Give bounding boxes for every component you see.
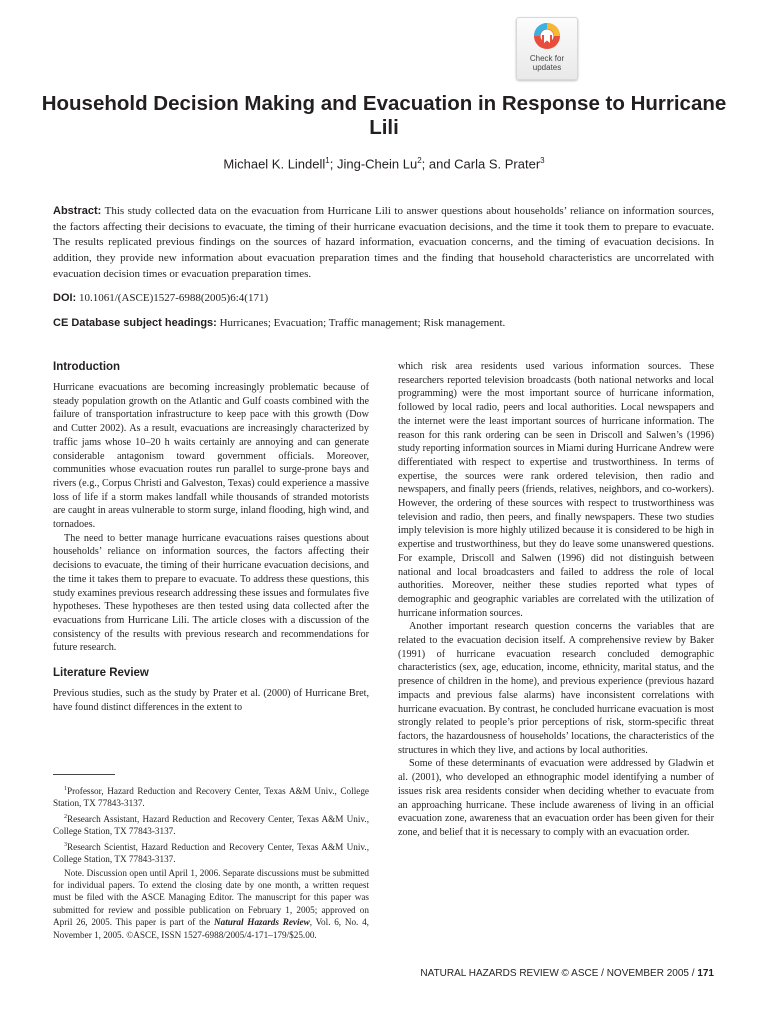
author-affiliation-mark: 2 xyxy=(417,156,422,165)
footnote-mark: 1 xyxy=(64,786,67,792)
section-heading-introduction: Introduction xyxy=(53,361,121,373)
author-separator: ; xyxy=(329,156,337,172)
check-for-updates-badge[interactable] xyxy=(516,17,578,80)
author-affiliation-mark: 1 xyxy=(325,156,330,165)
left-column xyxy=(53,360,369,714)
crossmark-icon xyxy=(532,21,562,51)
footnote xyxy=(53,811,369,838)
paragraph: Previous studies, such as the study by Prater et al. (2000) of Hurricane Bret, have found distinct differences in the extent to xyxy=(53,688,369,713)
abstract-label: Abstract: xyxy=(53,205,102,217)
author-name: Jing-Chein Lu xyxy=(336,156,418,172)
paragraph: Hurricane evacuations are becoming increasingly problematic because of steady population growth on the Atlantic and Gulf coasts combined with the failure of transportation infrastructure to keep pace with this growth (Dow and Cutter 2002). As a result, evacuations are increasingly characterized by traffic jams whose 10–20 h waits certainly are annoying and can generate considerable antagonism toward government officials. Moreover, communities whose evacuation routes run parallel to surge-prone bays and rivers (e.g., Corpus Christi and Galveston, Texas) could experience a massive loss of life if a storm makes landfall while thousands of stranded motorists are caught in areas vulnerable to storm surge, inland flooding, high wind, and tornadoes. xyxy=(53,382,369,531)
footnotes xyxy=(53,783,369,942)
footer-text: NATURAL HAZARDS REVIEW © ASCE / NOVEMBER 2005 / xyxy=(420,968,698,979)
paragraph: Another important research question concerns the variables that are related to the evacuation decision itself. A comprehensive review by Baker (1991) of hurricane evacuation research concluded demographic characteristics (sex, age, education, income, ethnicity, marital status, and the presence of children in the home), and previous experience (previous hazard impacts and previous false alarms) have inconsistent correlations with hurricane evacuation. By contrast, he concluded hurricane evacuation is most strongly related to people’s prior perceptions of risk, storm-specific threat factors, the hazardousness of households’ locations, the characteristics of the structures in which they live, and actions by local authorities. xyxy=(398,621,714,756)
footnote-mark: 2 xyxy=(64,813,67,820)
doi-value[interactable]: 10.1061/(ASCE)1527-6988(2005)6:4(171) xyxy=(78,292,269,304)
author-affiliation-mark: 3 xyxy=(540,156,545,165)
footnote xyxy=(53,783,369,810)
paragraph: The need to better manage hurricane evacuations raises questions about households’ reliance on information sources, the factors affecting their decisions to evacuate, the timing of their hurricane evacuation decisions, and the time it takes them to prepare to evacuate. To address these questions, this study examines previous research addressing these issues and formulates five hypotheses. These hypotheses are then tested using data collected after the evacuations from Hurricane Lili. The article closes with a discussion of the consistency of the results with previous research and recommendations for future research. xyxy=(53,532,369,654)
paragraph: Some of these determinants of evacuation were addressed by Gladwin et al. (2001), who developed an ethnographic model identifying a number of issues risk area residents consider when deciding whether to evacuate from an approaching hurricane. These include awareness of living in an official evacuation zone, awareness that an evacuation order has been given for their zone, and belief that it is necessary to comply with an evacuation order. xyxy=(398,758,714,838)
footnote xyxy=(53,839,369,866)
page-number: 171 xyxy=(697,968,714,979)
badge-line2: updates xyxy=(532,63,562,72)
note-text: , Vol. 6, No. 4, November 1, 2005. ©ASCE, ISSN 1527-6988/2005/4-171–179/$25.00. xyxy=(53,917,369,940)
running-footer xyxy=(420,968,714,979)
badge-line1: Check for xyxy=(529,54,565,63)
editorial-note xyxy=(53,867,369,941)
footnote-mark: 3 xyxy=(64,841,67,848)
author-separator: ; and xyxy=(421,156,455,172)
footnote-divider xyxy=(53,774,115,775)
abstract-text: This study collected data on the evacuation from Hurricane Lili to answer questions about households’ reliance on information sources, the factors affecting their decisions to evacuate, the timing of their hurricane evacuation decisions, and the time it took them to prepare to evacuate. The results replicated previous findings on the sources of hazard information, evacuation concerns, and the timing of evacuation decisions. In addition, they provide new information about evacuation preparation times and the finding that household characteristics are uncorrelated with evacuation decision times or evacuation preparation times. xyxy=(53,205,714,280)
footnote-text: Research Scientist, Hazard Reduction and Recovery Center, Texas A&M Univ., College Station, TX 77843-3137. xyxy=(53,841,369,865)
footnote-text: Professor, Hazard Reduction and Recovery Center, Texas A&M Univ., College Station, TX 77843-3137. xyxy=(53,786,369,809)
author-list xyxy=(40,156,728,171)
paper-title: Household Decision Making and Evacuation in Response to Hurricane Lili xyxy=(41,92,727,139)
doi-label: DOI: xyxy=(53,292,77,304)
subject-headings-label: CE Database subject headings: xyxy=(53,317,217,329)
subject-headings-value: Hurricanes; Evacuation; Traffic management; Risk management. xyxy=(219,317,506,329)
subject-headings xyxy=(53,317,505,329)
author-name: Michael K. Lindell xyxy=(223,156,326,172)
author-name: Carla S. Prater xyxy=(454,156,541,172)
right-column xyxy=(398,360,714,840)
abstract xyxy=(53,204,714,283)
note-text: Note. Discussion open until April 1, 2006. Separate discussions must be submitted for individual papers. To extend the closing date by one month, a written request must be filed with the ASCE Managing Editor. The manuscript for this paper was submitted for review and possible publication on February 1, 2005; approved on April 26, 2005. This paper is part of the xyxy=(53,867,369,928)
section-heading-literature-review: Literature Review xyxy=(53,667,149,680)
paragraph: which risk area residents used various information sources. These researchers reported television broadcasts (both national networks and local programming) were the most important source of hurricane information, followed by local radio, peers and local authorities. Local newspapers and the internet were the least important sources of hurricane information. The reason for this rank ordering can be seen in Driscoll and Salwen’s (1996) study reporting information sources in Miami during Hurricane Andrew were differentiated with respect to expertise and trustworthiness. In terms of expertise, the sources were rank ordered television, then radio and newspapers, and finally peers (friends, relatives, neighbors, and co-workers). However, the ordering of these sources with respect to trustworthiness was television and radio, then peers, and finally newspapers. These two studies imply television is more highly utilized because it is considered to be high in expertise and trustworthiness, but they do leave some unanswered questions. For example, Driscoll and Salwen (1996) did not distinguish between national and local broadcasters and failed to address the role of local authorities. Moreover, neither these studies reported what types of demographic and geographic variables are correlated with the utilization of hurricane information sources. xyxy=(398,361,714,619)
doi-line xyxy=(53,292,268,304)
footnote-text: Research Assistant, Hazard Reduction and Recovery Center, Texas A&M Univ., College Station, TX 77843-3137. xyxy=(53,813,369,837)
journal-name: Natural Hazards Review xyxy=(213,917,310,928)
